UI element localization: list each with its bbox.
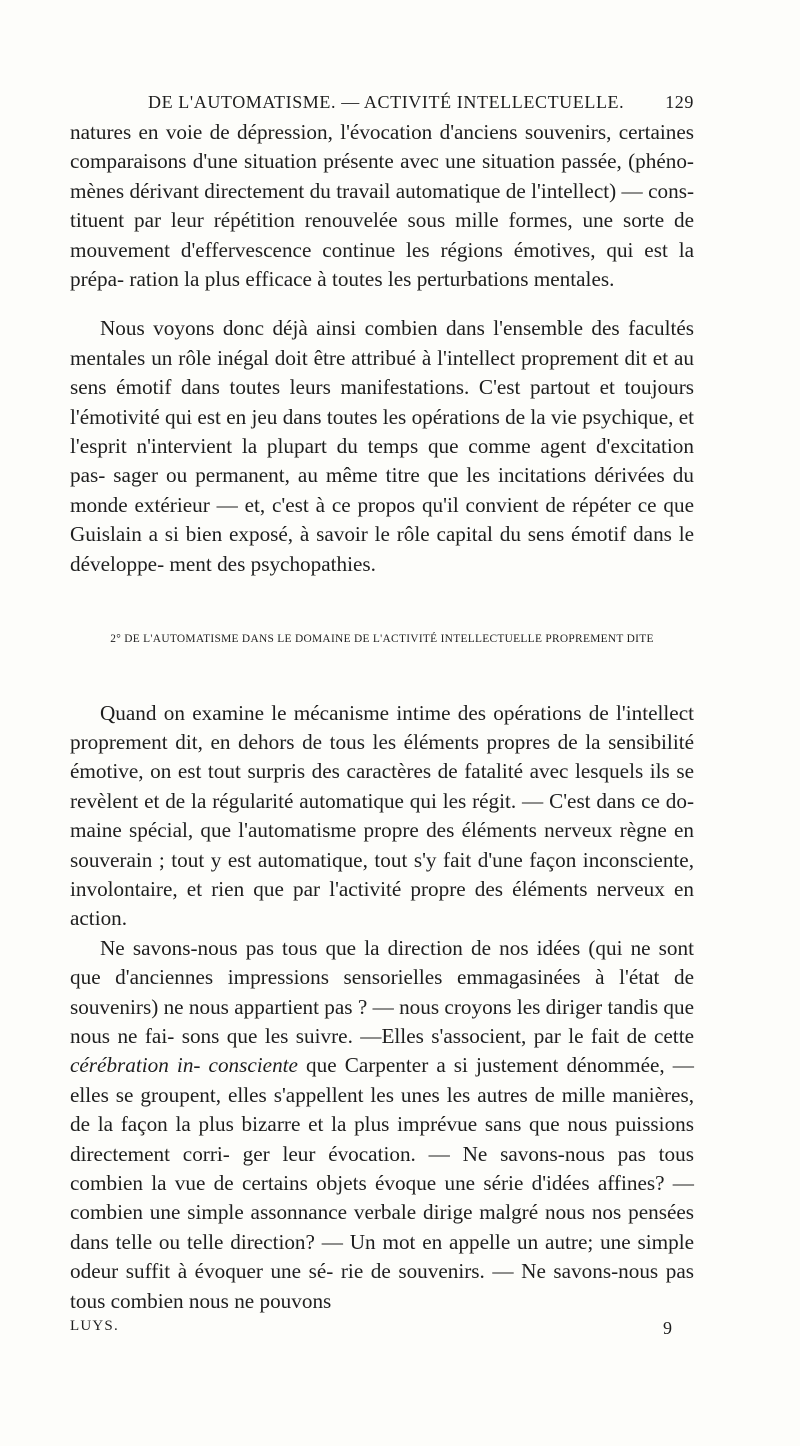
- running-title: DE L'AUTOMATISME. — ACTIVITÉ INTELLECTUELLE.: [148, 92, 625, 112]
- body-text: [70, 118, 694, 1316]
- paragraph-continuation: natures en voie de dépression, l'évocation d'anciens souvenirs, certaines comparaisons d'une situation présente avec une situation passée, (phéno- mènes dérivant directement du travail automatique de l'intellect) — cons- tituent par leur répétition renouvelée sous mille formes, une sorte de mouvement d'effervescence continue les régions émotives, qui est la prépa- ration la plus efficace à toutes les perturbations mentales.: [70, 120, 694, 292]
- section-heading: 2° DE L'AUTOMATISME DANS LE DOMAINE DE L'ACTIVITÉ INTELLECTUELLE PROPREMENT DITE: [110, 633, 654, 646]
- paragraph-intellect-mechanism: Quand on examine le mécanisme intime des opérations de l'intellect proprement dit, en dehors de tous les éléments propres de la sensibilité émotive, on est tout surpris des caractères de fatalité avec lesquels ils se revèlent et de la régularité automatique qui les régit. — C'est dans ce do- maine spécial, que l'automatisme propre des éléments nerveux règne en souverain ; tout y est automatique, tout s'y fait d'une façon inconsciente, involontaire, et rien que par l'activité propre des éléments nerveux en action.: [70, 700, 694, 931]
- signature-number: 9: [663, 1318, 672, 1338]
- page-number: 129: [665, 92, 694, 112]
- paragraph-association-of-ideas: [70, 934, 694, 1316]
- running-head: [148, 92, 694, 113]
- paragraph-text-after-italic: que Carpenter a si justement dénommée, — elles se groupent, elles s'appellent les unes les autres de mille manières, de la façon la plus bizarre et la plus imprévue sans que nous puissions directement corri- ger leur évocation. — Ne savons-nous pas tous combien la vue de certains objets évoque une série d'idées affines? — combien une simple assonnance verbale dirige malgré nous nos pensées dans telle ou telle direction? — Un mot en appelle un autre; une simple odeur suffit à évoquer une sé- rie de souvenirs. — Ne savons-nous pas tous combien nous ne pouvons: [70, 1053, 694, 1313]
- page-footer: [70, 1318, 672, 1339]
- signature-author: LUYS.: [70, 1318, 119, 1334]
- italic-term: cérébration in- consciente: [70, 1053, 298, 1078]
- paragraph-text-before-italic: Ne savons-nous pas tous que la direction de nos idées (qui ne sont que d'anciennes impressions sensorielles emmagasinées à l'état de souvenirs) ne nous appartient pas ? — nous croyons les diriger tandis que nous ne fai- sons que les suivre. —Elles s'associent, par le fait de cette: [70, 935, 694, 1048]
- paragraph-emotivity: Nous voyons donc déjà ainsi combien dans l'ensemble des facultés mentales un rôle inégal doit être attribué à l'intellect proprement dit et au sens émotif dans toutes leurs manifestations. C'est partout et toujours l'émotivité qui est en jeu dans toutes les opérations de la vie psychique, et l'esprit n'intervient la plupart du temps que comme agent d'excitation pas- sager ou permanent, au même titre que les incitations dérivées du monde extérieur — et, c'est à ce propos qu'il convient de répéter ce que Guislain a si bien exposé, à savoir le rôle capital du sens émotif dans le développe- ment des psychopathies.: [70, 316, 694, 576]
